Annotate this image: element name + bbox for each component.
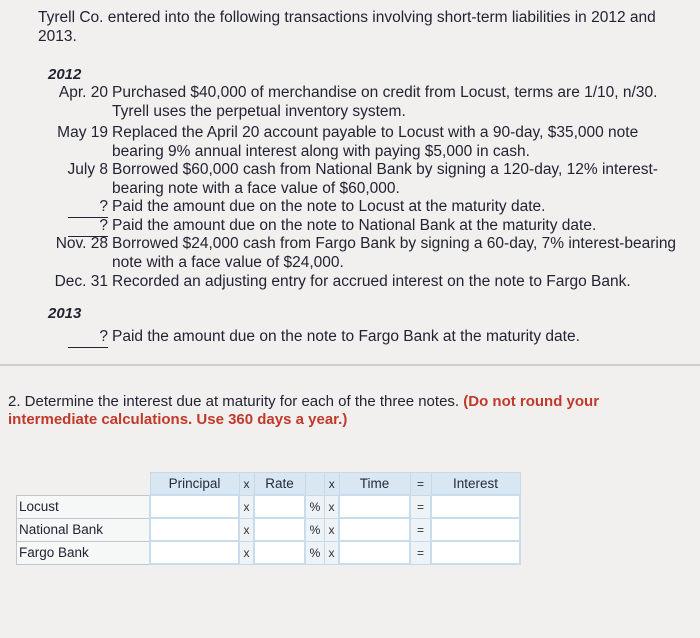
multiply-sign: x bbox=[325, 541, 340, 564]
header-multiply: x bbox=[325, 473, 340, 496]
transaction-date: Apr. 20 bbox=[58, 84, 108, 101]
header-time: Time bbox=[339, 473, 410, 496]
rate-input[interactable] bbox=[254, 541, 305, 564]
transaction-apr-20 bbox=[38, 84, 698, 121]
question-2 bbox=[8, 393, 688, 429]
transaction-july-8 bbox=[38, 161, 698, 198]
time-input[interactable] bbox=[339, 495, 410, 518]
row-label: Locust bbox=[17, 495, 151, 518]
intro-text: Tyrell Co. entered into the following transactions involving short-term liabilities in 2012 and 2013. bbox=[38, 9, 656, 45]
transaction-date: May 19 bbox=[57, 124, 108, 141]
equals-sign: = bbox=[410, 541, 431, 564]
row-label: National Bank bbox=[17, 518, 151, 541]
year-2013-heading: 2013 bbox=[48, 305, 82, 322]
table-row-national-bank bbox=[17, 518, 521, 541]
transaction-dec-31 bbox=[38, 273, 698, 292]
time-input[interactable] bbox=[339, 541, 410, 564]
header-rate: Rate bbox=[254, 473, 305, 496]
header-rate-pct-blank bbox=[305, 473, 325, 496]
transaction-may-19 bbox=[38, 124, 698, 161]
time-input[interactable] bbox=[339, 518, 410, 541]
transaction-text: Borrowed $60,000 cash from National Bank by signing a 120-day, 12% interest-bearing note with a face value of $60,000. bbox=[112, 161, 658, 197]
transaction-date: Dec. 31 bbox=[54, 273, 108, 290]
equals-sign: = bbox=[410, 518, 431, 541]
year-2012-heading: 2012 bbox=[48, 66, 82, 83]
transaction-text: Recorded an adjusting entry for accrued interest on the note to Fargo Bank. bbox=[112, 273, 631, 290]
multiply-sign: x bbox=[239, 495, 254, 518]
header-blank bbox=[17, 473, 151, 496]
header-equals: = bbox=[410, 473, 431, 496]
principal-input[interactable] bbox=[150, 495, 239, 518]
unknown-date-marker: ? bbox=[68, 328, 108, 348]
principal-input[interactable] bbox=[150, 518, 239, 541]
unknown-date-marker: ? bbox=[68, 217, 108, 237]
interest-input[interactable] bbox=[431, 495, 520, 518]
percent-sign: % bbox=[305, 541, 325, 564]
transaction-date: July 8 bbox=[67, 161, 108, 178]
percent-sign: % bbox=[305, 495, 325, 518]
transaction-text: Paid the amount due on the note to Fargo Bank at the maturity date. bbox=[112, 328, 580, 345]
interest-calculation-table bbox=[16, 472, 521, 565]
percent-sign: % bbox=[305, 518, 325, 541]
transaction-text: Paid the amount due on the note to National Bank at the maturity date. bbox=[112, 217, 597, 234]
row-label: Fargo Bank bbox=[17, 541, 151, 564]
transaction-date: Nov. 28 bbox=[55, 235, 108, 252]
multiply-sign: x bbox=[325, 495, 340, 518]
table-header-row bbox=[17, 473, 521, 496]
equals-sign: = bbox=[410, 495, 431, 518]
question-text: 2. Determine the interest due at maturity for each of the three notes. bbox=[8, 393, 464, 410]
transaction-text: Replaced the April 20 account payable to Locust with a 90-day, $35,000 note bearing 9% annual interest along with paying $5,000 in cash. bbox=[112, 124, 639, 160]
principal-input[interactable] bbox=[150, 541, 239, 564]
unknown-date-marker: ? bbox=[68, 198, 108, 218]
transaction-unknown-date-2 bbox=[38, 217, 698, 237]
transaction-unknown-date-1 bbox=[38, 198, 698, 218]
multiply-sign: x bbox=[325, 518, 340, 541]
transaction-nov-28 bbox=[38, 235, 698, 272]
multiply-sign: x bbox=[239, 541, 254, 564]
transaction-text: Paid the amount due on the note to Locust at the maturity date. bbox=[112, 198, 546, 215]
transaction-text: Borrowed $24,000 cash from Fargo Bank by signing a 60-day, 7% interest-bearing note with a face value of $24,000. bbox=[112, 235, 677, 271]
header-multiply: x bbox=[239, 473, 254, 496]
section-divider bbox=[0, 364, 700, 366]
interest-input[interactable] bbox=[431, 541, 520, 564]
transaction-text: Purchased $40,000 of merchandise on credit from Locust, terms are 1/10, n/30. Tyrell uses the perpetual inventory system. bbox=[112, 84, 658, 120]
rate-input[interactable] bbox=[254, 495, 305, 518]
multiply-sign: x bbox=[239, 518, 254, 541]
table-row-locust bbox=[17, 495, 521, 518]
rate-input[interactable] bbox=[254, 518, 305, 541]
interest-input[interactable] bbox=[431, 518, 520, 541]
transaction-2013-unknown-date bbox=[38, 328, 698, 348]
header-principal: Principal bbox=[150, 473, 239, 496]
table-row-fargo-bank bbox=[17, 541, 521, 564]
question-instruction: (Do not round your intermediate calculations. Use 360 days a year.) bbox=[8, 393, 600, 428]
header-interest: Interest bbox=[431, 473, 520, 496]
